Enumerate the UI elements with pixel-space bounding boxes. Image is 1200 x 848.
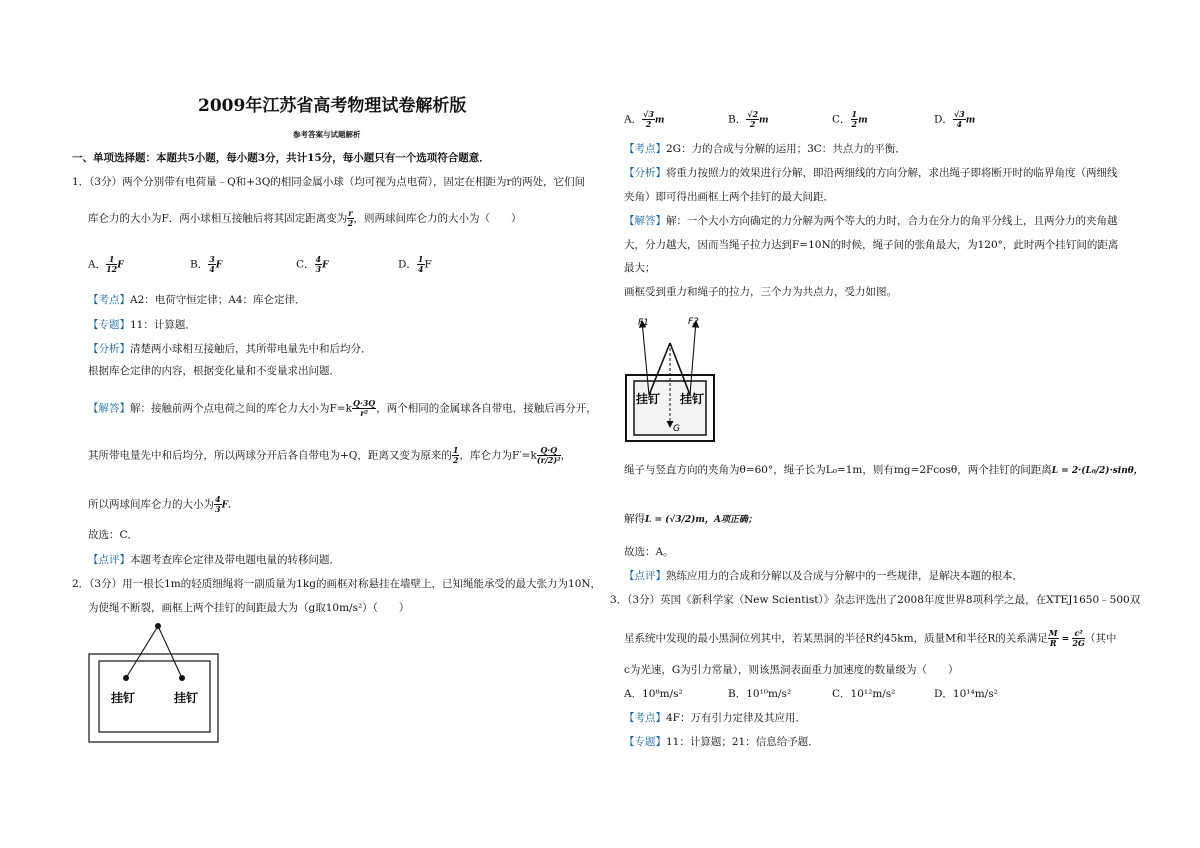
q2-answer: 故选：A。	[624, 546, 674, 558]
q2-stem-line1: 2．（3分）用一根长1m的轻质细绳将一副质量为1kg的画框对称悬挂在墙壁上，已知绳能承受的最大张力为10N，	[72, 578, 602, 590]
q3-option-a[interactable]: A．10⁸m/s²	[624, 688, 683, 700]
q3-stem-line3: c为光速，G为引力常量），则该黑洞表面重力加速度的数量级为（ ）	[624, 664, 959, 676]
q3-kaodian: 【考点】4F：万有引力定律及其应用．	[624, 712, 806, 724]
q1-kaodian: 【考点】A2：电荷守恒定律；A4：库仑定律．	[88, 294, 306, 306]
q1-fenxi: 【分析】清楚两小球相互接触后，其所带电量先中和后均分．	[88, 343, 372, 355]
nail-right-label: 挂钉	[680, 392, 705, 406]
picture-frame-diagram	[88, 620, 220, 744]
nail-right-label: 挂钉	[174, 691, 199, 705]
q2-option-c[interactable]: C． $\frac{1}{2}$ m	[832, 109, 868, 129]
q1-option-a[interactable]: A． $\frac{1}{12}$ F	[88, 254, 124, 274]
q3-option-b[interactable]: B．10¹⁰m/s²	[728, 688, 792, 700]
rope-right	[158, 626, 182, 678]
nail-left-point	[123, 675, 129, 681]
q1-zhuanti: 【专题】11：计算题．	[88, 319, 196, 331]
q2-option-a[interactable]: A． $\frac{√3}{2}$ m	[624, 109, 665, 129]
nail-left-label: 挂钉	[111, 691, 136, 705]
q2-jieda-2: 大，分力越大，因而当绳子拉力达到F=10N的时候，绳子间的张角最大，为120°，此时两个挂钉间的距离	[624, 239, 1119, 251]
q1-option-c[interactable]: C． $\frac{4}{3}$ F	[296, 254, 329, 274]
page-title: 2009年江苏省高考物理试卷解析版	[198, 96, 467, 116]
q2-fenxi-1: 【分析】将重力按照力的效果进行分解，即沿两细线的方向分解，求出绳子即将断开时的临界角度（两细线	[624, 167, 1118, 179]
q2-jieda-1: 【解答】解：一个大小方向确定的力分解为两个等大的力时，合力在分力的角平分线上，且两分力的夹角越	[624, 215, 1118, 227]
q2-dianping: 【点评】熟练应用力的合成和分解以及合成与分解中的一些规律，是解决本题的根本．	[624, 570, 1023, 582]
f2-label: F2	[688, 317, 699, 327]
q1-stem-line1: 1．（3分）两个分别带有电荷量﹣Q和+3Q的相同金属小球（均可视为点电荷），固定在相距为r的两处，它们间	[72, 176, 586, 188]
q1-option-d[interactable]: D． $\frac{1}{4}$ F	[398, 254, 432, 274]
q2-fenxi-2: 夹角）即可得出画框上两个挂钉的最大间距．	[624, 191, 834, 203]
section-heading: 一、单项选择题：本题共5小题，每小题3分，共计15分，每小题只有一个选项符合题意．	[72, 152, 490, 164]
force-diagram	[624, 307, 716, 445]
q1-answer: 故选：C．	[88, 529, 139, 541]
rope-left	[126, 626, 158, 678]
q3-zhuanti: 【专题】11：计算题；21：信息给予题．	[624, 736, 819, 748]
q3-stem-line1: 3．（3分）英国《新科学家（New Scientist）》杂志评选出了2008年度世界8项科学之最，在XTEJ1650﹣500双	[610, 594, 1141, 606]
q2-option-d[interactable]: D． $\frac{√3}{4}$ m	[934, 109, 976, 129]
q1-jieda-2: 其所带电量先中和后均分，所以两球分开后各自带电为+Q，距离又变为原来的 $\frac{1}{2}$ ，库仑力为F′=k $\frac{Q\cdot Q}{\text{(r/2)²}}$ ，	[88, 445, 572, 465]
f1-label: F1	[638, 318, 649, 328]
q3-option-c[interactable]: C．10¹²m/s²	[832, 688, 896, 700]
q2-jieda-5: 绳子与竖直方向的夹角为θ=60°，绳子长为L₀=1m，则有mg=2Fcosθ，两个挂钉的间距离L = 2·(L₀/2)·sinθ，	[624, 464, 1143, 476]
q1-stem-line2: 库仑力的大小为F．两小球相互接触后将其固定距离变为 $\frac{r}{2}$ ，则两球间库仑力的大小为（ ）	[88, 208, 522, 228]
q1-jieda-1: 【解答】解：接触前两个点电荷之间的库仑力大小为F=k $\frac{Q\cdot 3Q}{\text{r²}}$ ，两个相同的金属球各自带电，接触后再分开，	[88, 398, 597, 418]
g-label: G	[673, 424, 680, 434]
q2-kaodian: 【考点】2G：力的合成与分解的运用；3C：共点力的平衡．	[624, 143, 906, 155]
q2-stem-line2: 为使绳不断裂，画框上两个挂钉的间距最大为（g取10m/s²）（ ）	[88, 602, 410, 614]
q3-stem-line2: 星系统中发现的最小黑洞位列其中，若某黑洞的半径R约45km，质量M和半径R的关系满足 $\frac{M}{R}$ = $\frac{\text{c²}}{2G}$ （其中	[624, 628, 1117, 648]
q1-jieda-3: 所以两球间库仑力的大小为 $\frac{4}{3}$ F．	[88, 494, 237, 514]
q3-option-d[interactable]: D．10¹⁴m/s²	[934, 688, 998, 700]
fraction: $\frac{r}{2}$	[347, 208, 354, 228]
q1-option-b[interactable]: B． $\frac{3}{4}$ F	[190, 254, 223, 274]
q2-jieda-3: 最大；	[624, 262, 656, 274]
nail-right-point	[179, 675, 185, 681]
q1-dianping: 【点评】本题考查库仑定律及带电题电量的转移问题．	[88, 554, 340, 566]
nail-left-label: 挂钉	[636, 392, 661, 406]
q2-jieda-4: 画框受到重力和绳子的拉力，三个力为共点力，受力如图。	[624, 286, 897, 298]
frame-outer	[89, 654, 218, 742]
q2-jieda-6: 解得L = (√3/2)m，A项正确；	[624, 513, 757, 525]
hook-point	[155, 623, 161, 629]
page-subtitle: 参考答案与试题解析	[293, 130, 361, 139]
q2-option-b[interactable]: B． $\frac{√2}{2}$ m	[728, 109, 769, 129]
q1-fenxi-2: 根据库仑定律的内容，根据变化量和不变量求出问题．	[88, 365, 340, 377]
